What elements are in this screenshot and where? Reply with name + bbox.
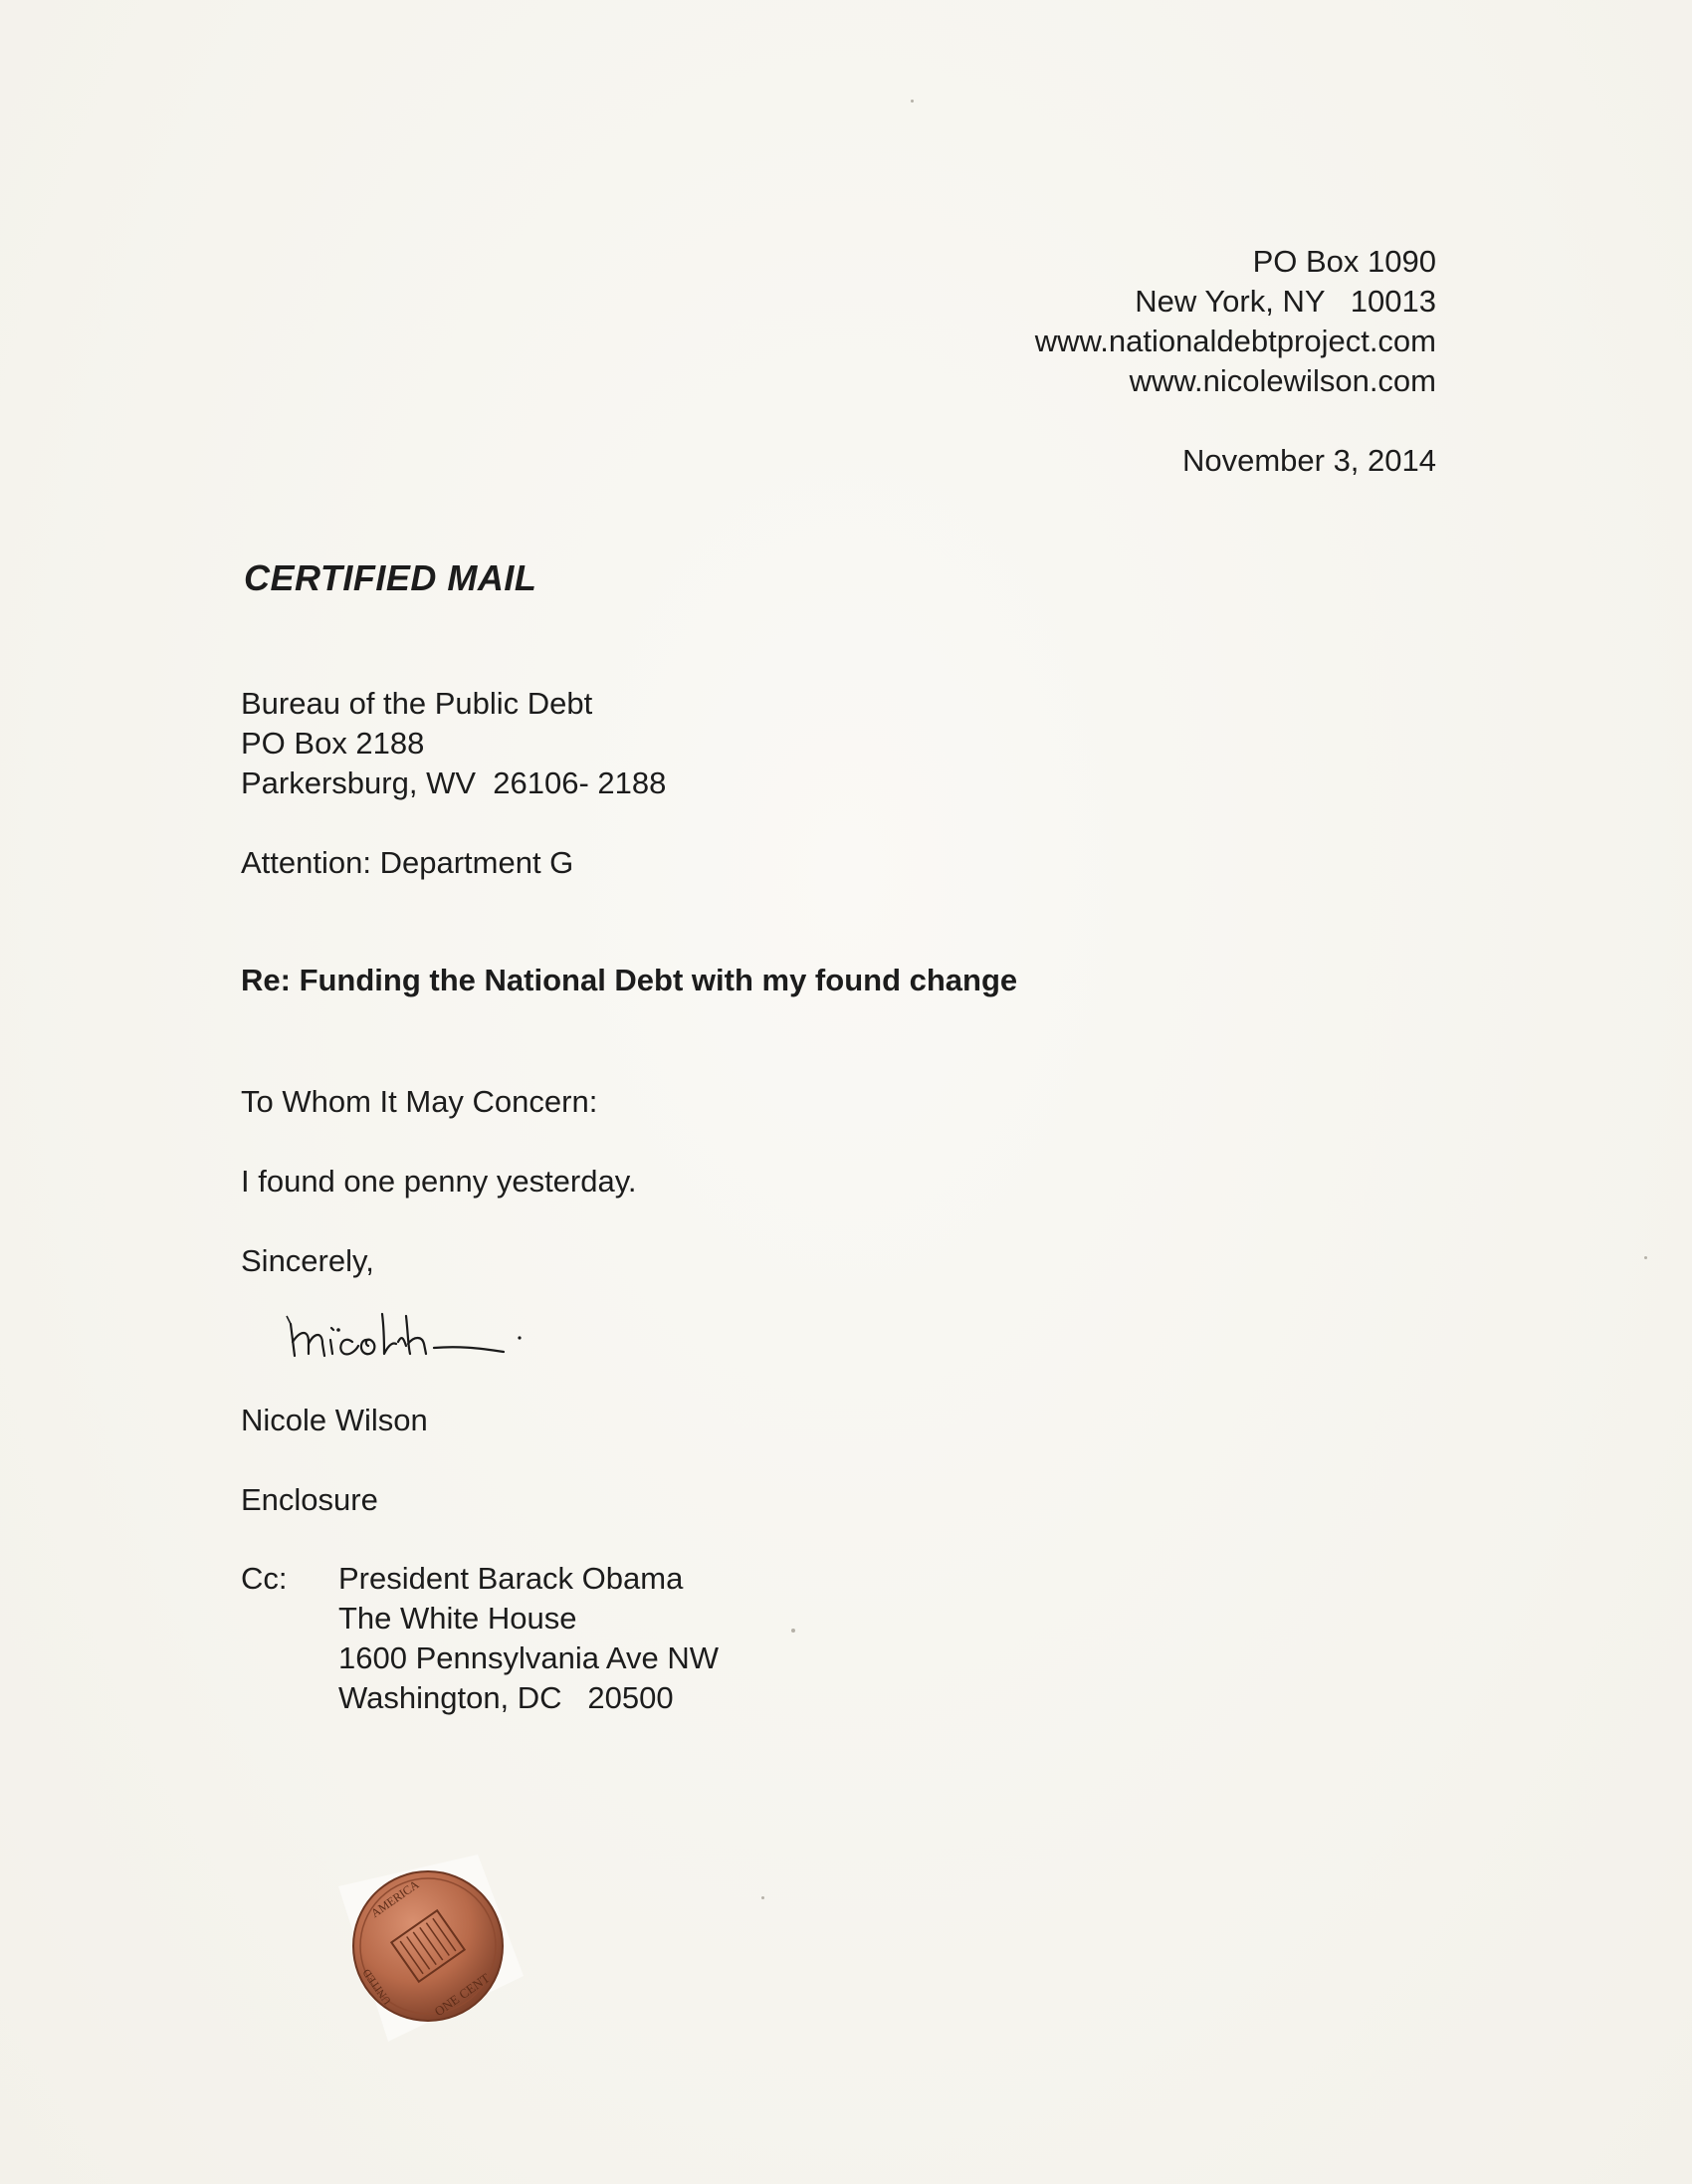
recipient-city-line: Parkersburg, WV 26106- 2188 <box>241 765 667 800</box>
scan-speck <box>791 1629 795 1633</box>
sender-website-1: www.nationaldebtproject.com <box>1034 324 1436 358</box>
cc-label: Cc: <box>241 1561 288 1596</box>
certified-mail-heading: CERTIFIED MAIL <box>244 557 537 598</box>
letter-body: I found one penny yesterday. <box>241 1164 637 1199</box>
recipient-name: Bureau of the Public Debt <box>241 686 593 721</box>
scan-speck <box>761 1896 764 1899</box>
handwritten-signature <box>279 1294 617 1404</box>
scan-speck <box>911 100 914 103</box>
recipient-po-box: PO Box 2188 <box>241 726 425 761</box>
cc-line: 1600 Pennsylvania Ave NW <box>338 1640 719 1675</box>
penny-coin-icon <box>328 1847 528 2046</box>
sender-po-box: PO Box 1090 <box>1252 244 1436 279</box>
coin-left-text: UNITED <box>360 1966 394 2007</box>
sender-website-2: www.nicolewilson.com <box>1129 363 1436 398</box>
cc-address <box>338 1559 719 1718</box>
enclosure-note: Enclosure <box>241 1482 378 1517</box>
attention-line: Attention: Department G <box>241 845 574 880</box>
cc-line: The White House <box>338 1601 577 1636</box>
letter-date: November 3, 2014 <box>1181 443 1436 478</box>
subject-line: Re: Funding the National Debt with my found change <box>241 963 1018 997</box>
coin-top-text: AMERICA <box>368 1876 422 1921</box>
signature-name: Nicole Wilson <box>241 1403 428 1437</box>
coin-bottom-text: ONE CENT <box>431 1970 493 2020</box>
cc-line: President Barack Obama <box>338 1561 684 1596</box>
scan-speck <box>1644 1256 1647 1259</box>
closing: Sincerely, <box>241 1243 374 1278</box>
salutation: To Whom It May Concern: <box>241 1084 598 1119</box>
sender-city-line: New York, NY 10013 <box>1135 284 1436 319</box>
cc-line: Washington, DC 20500 <box>338 1680 674 1715</box>
